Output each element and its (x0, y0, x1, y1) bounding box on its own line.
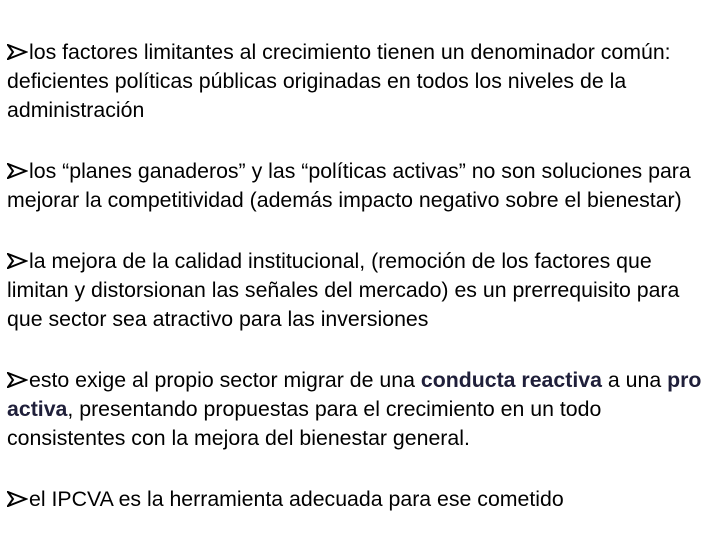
bullet-item-1 (7, 38, 707, 125)
bullet-text-mid: a una (601, 368, 668, 392)
arrow-bullet-icon (7, 491, 28, 507)
bullet-item-4 (7, 366, 707, 453)
bullet-item-2 (7, 157, 707, 215)
bold-reactive-conduct: conducta reactiva (420, 368, 602, 392)
bullet-text: el IPCVA es la herramienta adecuada para ese cometido (29, 487, 564, 511)
bullet-list (7, 38, 707, 514)
bullet-text-intro: esto exige al propio sector migrar de una (29, 368, 421, 392)
bold-proactive: pro activa (7, 368, 702, 421)
bullet-text-end: , presentando propuestas para el crecimiento en un todo consistentes con la mejora del bienestar general. (7, 397, 602, 450)
bullet-item-3 (7, 247, 707, 334)
arrow-bullet-icon (7, 44, 28, 60)
arrow-bullet-icon (7, 372, 28, 388)
bullet-item-5 (7, 485, 707, 514)
bullet-text: los “planes ganaderos” y las “políticas activas” no son soluciones para mejorar la competitividad (además impacto negativo sobre el bienestar) (7, 159, 691, 212)
bullet-text: la mejora de la calidad institucional, (remoción de los factores que limitan y distorsionan las señales del mercado) es un prerrequisito para que sector sea atractivo para las inversiones (7, 249, 680, 331)
bullet-text: los factores limitantes al crecimiento tienen un denominador común: deficientes políticas públicas originadas en todos los niveles de la administración (7, 40, 671, 122)
arrow-bullet-icon (7, 253, 28, 269)
arrow-bullet-icon (7, 163, 28, 179)
